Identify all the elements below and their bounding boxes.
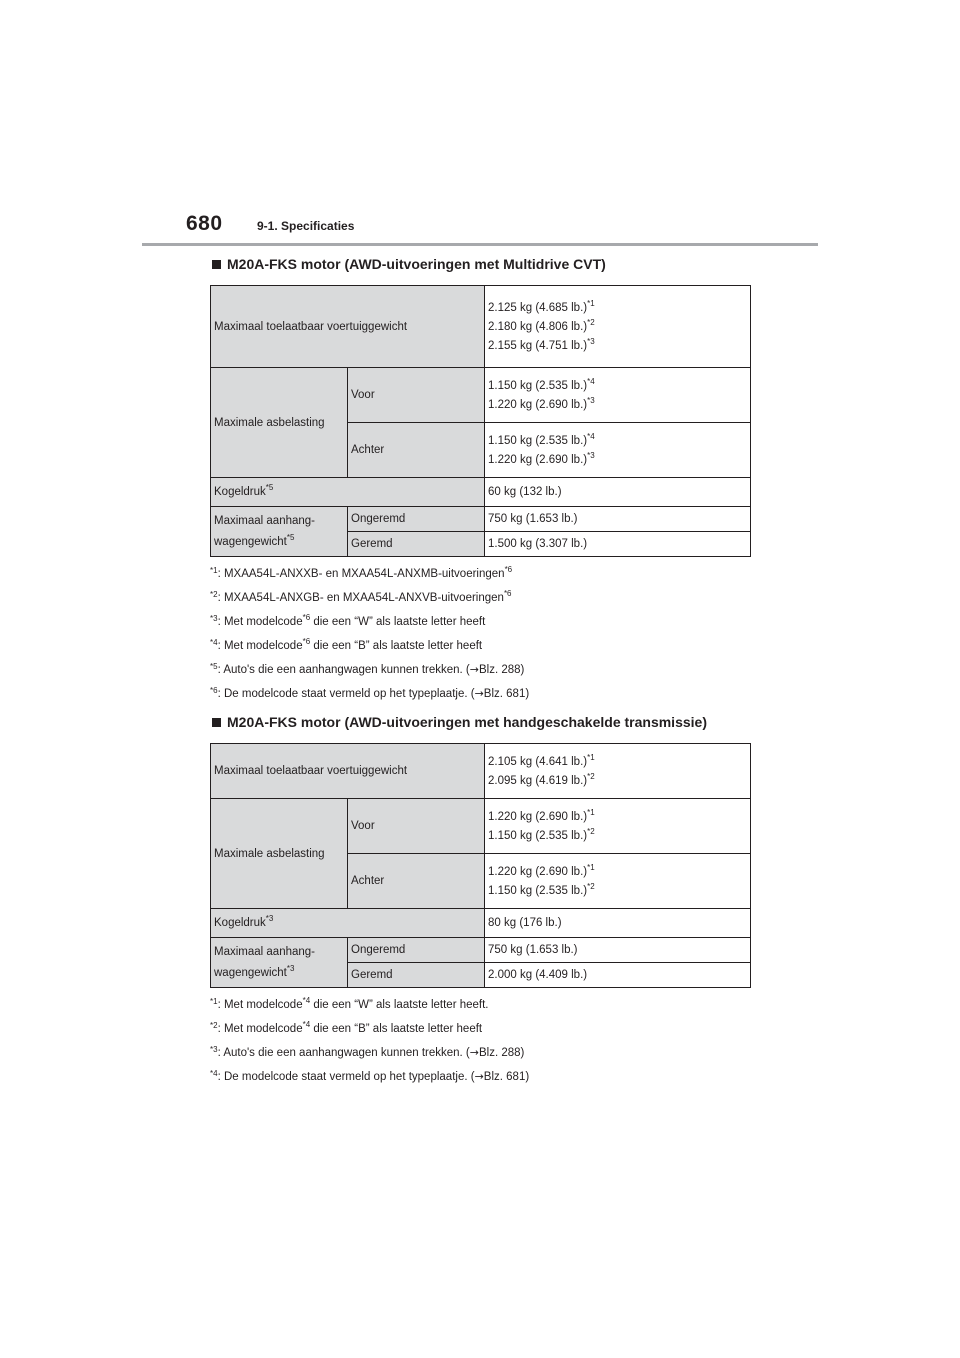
front-values <box>485 368 751 423</box>
page-number: 680 <box>186 212 223 235</box>
footnotes <box>210 567 750 711</box>
footnote: $^{*4}$: Met modelcode$^{*6}$ die een “B” als laatste letter heeft <box>210 637 483 652</box>
front-label: Voor <box>348 799 485 854</box>
table-row <box>211 909 751 938</box>
trailer-label: Maximaal aanhang- wagengewicht$^{*5}$ <box>211 507 348 557</box>
section-heading <box>210 712 750 732</box>
gvw-label: Maximaal toelaatbaar voertuiggewicht <box>211 286 485 368</box>
rear-values <box>485 423 751 478</box>
value-line: 2.095 kg (4.619 lb.)$^{*2}$ <box>488 771 595 787</box>
footnote: $^{*6}$: De modelcode staat vermeld op het typeplaatje. (→Blz. 681) <box>210 686 530 700</box>
table-row <box>211 744 751 799</box>
table-row <box>211 478 751 507</box>
page-link[interactable]: Blz. 681) <box>483 688 530 700</box>
value-line: 1.220 kg (2.690 lb.)$^{*1}$ <box>488 807 595 823</box>
header-divider <box>142 243 818 246</box>
footnote: $^{*2}$: MXAA54L-ANXGB- en MXAA54L-ANXVB-uitvoeringen$^{*6}$ <box>210 589 512 604</box>
front-label: Voor <box>348 368 485 423</box>
gvw-label: Maximaal toelaatbaar voertuiggewicht <box>211 744 485 799</box>
footnote: $^{*3}$: Met modelcode$^{*6}$ die een “W” als laatste letter heeft <box>210 613 486 628</box>
bullet-square-icon <box>212 260 221 269</box>
section-cvt <box>210 254 750 711</box>
unbraked-label: Ongeremd <box>348 507 485 532</box>
axle-label: Maximale asbelasting <box>211 368 348 478</box>
braked-label: Geremd <box>348 963 485 988</box>
tongue-label: Kogeldruk$^{*5}$ <box>211 478 485 507</box>
arrow-right-icon: → <box>474 1070 484 1083</box>
gvw-values <box>485 286 751 368</box>
footnote: $^{*2}$: Met modelcode$^{*4}$ die een “B” als laatste letter heeft <box>210 1020 483 1035</box>
unbraked-label: Ongeremd <box>348 938 485 963</box>
arrow-right-icon: → <box>469 663 479 676</box>
value-line: 1.150 kg (2.535 lb.)$^{*4}$ <box>488 376 595 392</box>
chapter-title: 9-1. Specificaties <box>257 219 355 233</box>
arrow-right-icon: → <box>469 1046 479 1059</box>
footnotes <box>210 998 750 1094</box>
arrow-right-icon: → <box>474 687 484 700</box>
front-values <box>485 799 751 854</box>
section-heading <box>210 254 750 274</box>
spec-table <box>210 285 751 557</box>
section-heading-text: M20A-FKS motor (AWD-uitvoeringen met Multidrive CVT) <box>227 256 606 272</box>
tongue-label: Kogeldruk$^{*3}$ <box>211 909 485 938</box>
trailer-label: Maximaal aanhang- wagengewicht$^{*3}$ <box>211 938 348 988</box>
value-line: 2.155 kg (4.751 lb.)$^{*3}$ <box>488 336 595 352</box>
value-line: 1.150 kg (2.535 lb.)$^{*2}$ <box>488 826 595 842</box>
value-line: 1.220 kg (2.690 lb.)$^{*1}$ <box>488 862 595 878</box>
rear-values <box>485 854 751 909</box>
bullet-square-icon <box>212 718 221 727</box>
page-link[interactable]: Blz. 681) <box>483 1071 530 1083</box>
rear-label: Achter <box>348 854 485 909</box>
braked-label: Geremd <box>348 532 485 557</box>
axle-label: Maximale asbelasting <box>211 799 348 909</box>
tongue-value: 60 kg (132 lb.) <box>485 478 751 507</box>
footnote: $^{*4}$: De modelcode staat vermeld op het typeplaatje. (→Blz. 681) <box>210 1069 530 1083</box>
value-line: 1.220 kg (2.690 lb.)$^{*3}$ <box>488 450 595 466</box>
table-row <box>211 368 751 423</box>
table-row <box>211 938 751 963</box>
footnote: $^{*5}$: Auto's die een aanhangwagen kunnen trekken. (→Blz. 288) <box>210 662 525 676</box>
value-line: 2.180 kg (4.806 lb.)$^{*2}$ <box>488 317 595 333</box>
footnote: $^{*1}$: MXAA54L-ANXXB- en MXAA54L-ANXMB-uitvoeringen$^{*6}$ <box>210 565 513 580</box>
table-row <box>211 799 751 854</box>
rear-label: Achter <box>348 423 485 478</box>
page-link[interactable]: Blz. 288) <box>478 664 525 676</box>
page-link[interactable]: Blz. 288) <box>478 1047 525 1059</box>
unbraked-value: 750 kg (1.653 lb.) <box>485 507 751 532</box>
braked-value: 1.500 kg (3.307 lb.) <box>485 532 751 557</box>
value-line: 1.220 kg (2.690 lb.)$^{*3}$ <box>488 395 595 411</box>
table-row <box>211 507 751 532</box>
tongue-value: 80 kg (176 lb.) <box>485 909 751 938</box>
section-heading-text: M20A-FKS motor (AWD-uitvoeringen met handgeschakelde transmissie) <box>227 714 707 730</box>
value-line: 2.105 kg (4.641 lb.)$^{*1}$ <box>488 752 595 768</box>
footnote: $^{*1}$: Met modelcode$^{*4}$ die een “W” als laatste letter heeft. <box>210 996 489 1011</box>
value-line: 1.150 kg (2.535 lb.)$^{*4}$ <box>488 431 595 447</box>
spec-table <box>210 743 751 988</box>
value-line: 1.150 kg (2.535 lb.)$^{*2}$ <box>488 881 595 897</box>
footnote: $^{*3}$: Auto's die een aanhangwagen kunnen trekken. (→Blz. 288) <box>210 1045 525 1059</box>
unbraked-value: 750 kg (1.653 lb.) <box>485 938 751 963</box>
table-row <box>211 286 751 368</box>
braked-value: 2.000 kg (4.409 lb.) <box>485 963 751 988</box>
value-line: 2.125 kg (4.685 lb.)$^{*1}$ <box>488 298 595 314</box>
section-manual <box>210 712 750 1094</box>
gvw-values <box>485 744 751 799</box>
